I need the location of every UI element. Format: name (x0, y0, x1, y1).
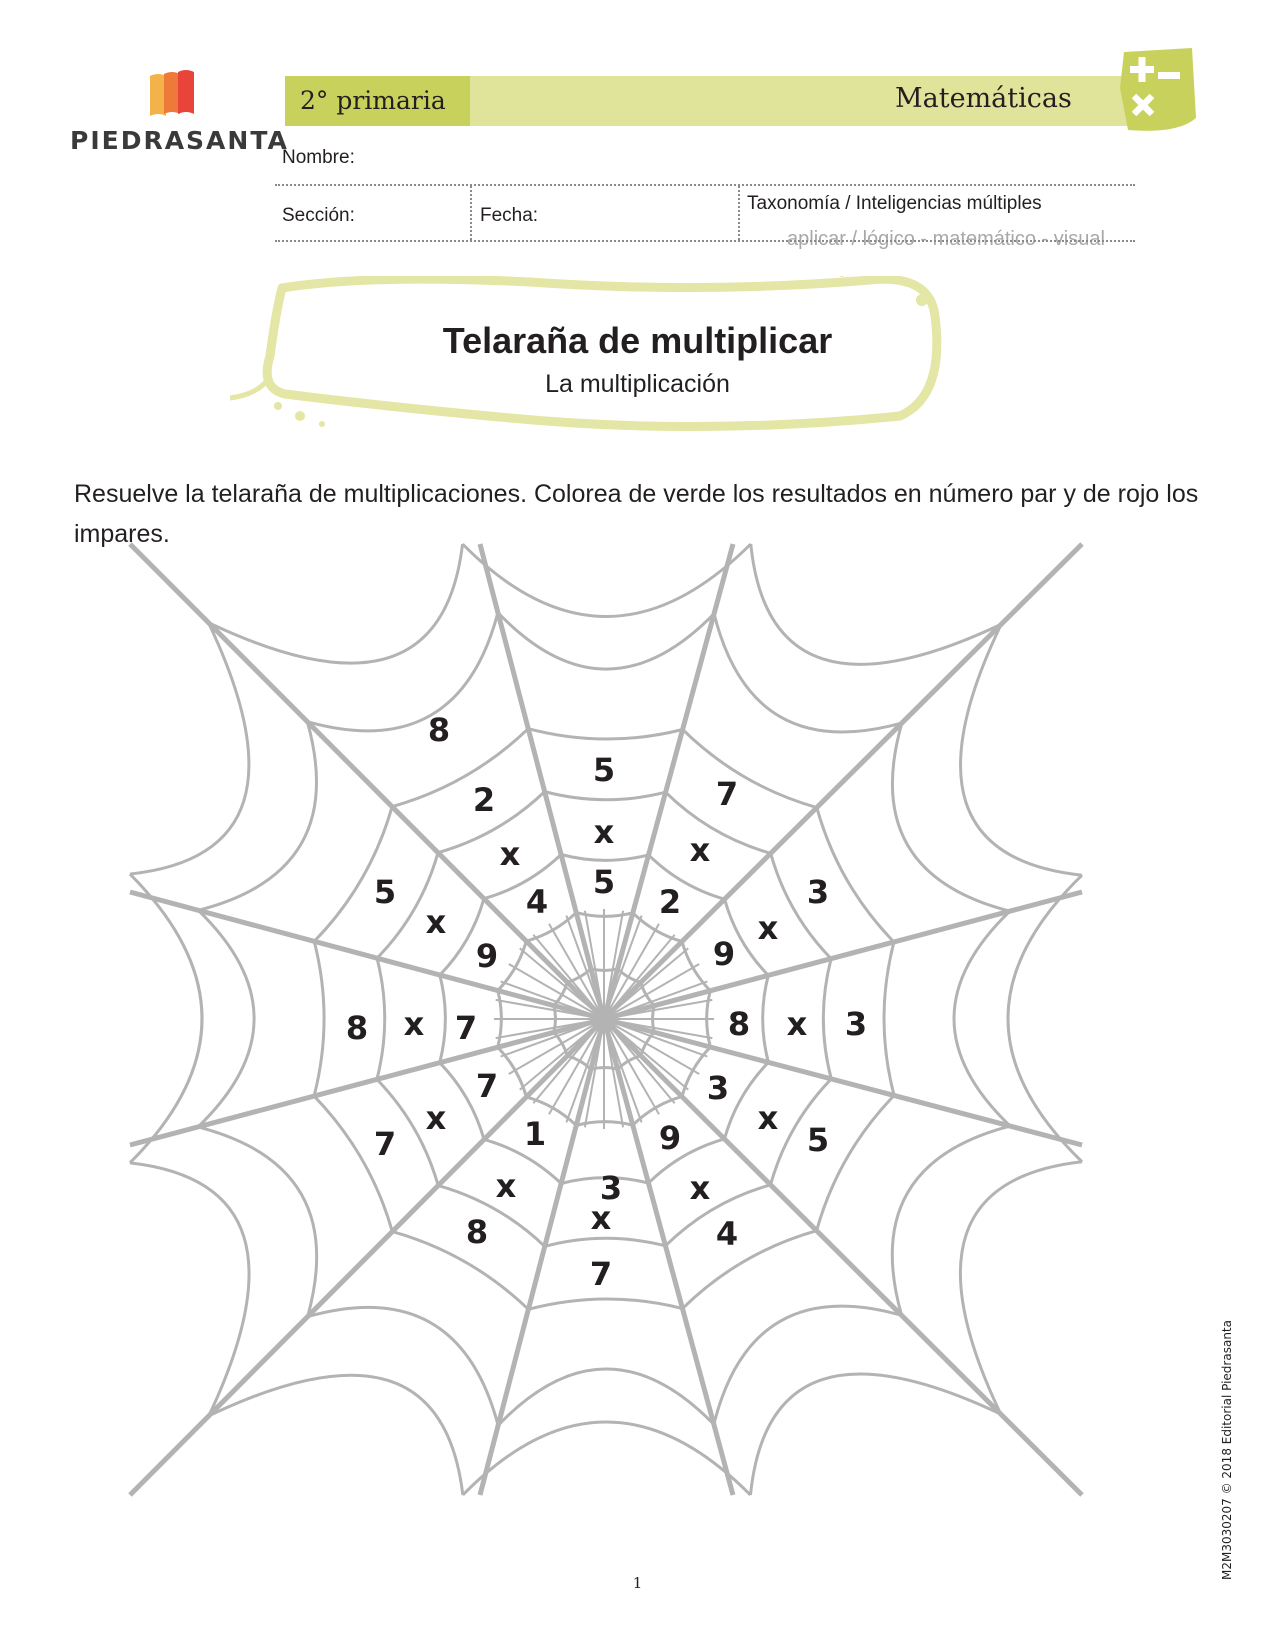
web-cell: 3 (844, 1005, 868, 1043)
web-cell: 2 (472, 781, 496, 819)
web-cell: 5 (592, 863, 616, 901)
web-cell: 8 (465, 1213, 489, 1251)
web-outer-arc (130, 623, 249, 874)
grade-label: 2° primaria (300, 86, 446, 115)
web-cell: 4 (525, 883, 549, 921)
web-cell: 5 (373, 873, 397, 911)
web-cell: 8 (345, 1009, 369, 1047)
publisher-name: PIEDRASANTA (70, 126, 289, 155)
taxonomy-values: aplicar / lógico - matemático - visual (787, 228, 1105, 250)
subject-label: Matemáticas (895, 83, 1072, 114)
web-cell: 7 (589, 1255, 613, 1293)
web-outer-arc (463, 544, 751, 617)
web-outer-arc (961, 624, 1082, 875)
web-outer-arc (130, 1163, 249, 1416)
activity-subtitle: La multiplicación (545, 370, 730, 398)
web-cell: 8 (427, 711, 451, 749)
date-label: Fecha: (480, 205, 539, 226)
web-outer-arc (751, 544, 1001, 664)
web-cell: x (495, 1167, 517, 1205)
web-cell: 7 (454, 1009, 478, 1047)
web-outer-arc (1008, 875, 1082, 1162)
web-outer-arc (463, 1422, 751, 1495)
web-main-thread (130, 1019, 604, 1495)
footer-code: M2M3030207 © 2018 Editorial Piedrasanta (1220, 1320, 1234, 1580)
page-number: 1 (632, 1574, 643, 1592)
web-cell: 2 (658, 883, 682, 921)
web-cell: 9 (658, 1119, 682, 1157)
web-outer-arc (750, 1374, 1000, 1495)
web-cell: 3 (599, 1169, 623, 1207)
web-main-thread (604, 544, 1082, 1019)
web-cell: x (689, 1169, 711, 1207)
web-cell: x (757, 909, 779, 947)
web-cell: x (499, 835, 521, 873)
web-cell: x (593, 813, 615, 851)
web-main-thread (604, 1019, 1082, 1495)
web-cell: 3 (706, 1069, 730, 1107)
web-cell: x (425, 1099, 447, 1137)
web-outer-arc (960, 1162, 1082, 1414)
web-cell: 1 (523, 1115, 547, 1153)
web-outer-arc (208, 544, 462, 663)
name-label: Nombre: (282, 147, 355, 168)
web-centre (598, 1013, 610, 1025)
web-cell: 9 (712, 935, 736, 973)
web-cell: 5 (806, 1121, 830, 1159)
activity-title: Telaraña de multiplicar (442, 320, 833, 361)
web-cell: x (786, 1005, 808, 1043)
web-cell: x (425, 903, 447, 941)
web-cell: x (590, 1199, 612, 1237)
web-cell: x (689, 831, 711, 869)
taxonomy-label: Taxonomía / Inteligencias múltiples (747, 193, 1042, 214)
web-cell: 7 (715, 775, 739, 813)
web-outer-arc (130, 874, 202, 1163)
web-cell: 7 (373, 1125, 397, 1163)
web-cell: 3 (806, 873, 830, 911)
web-cell: x (403, 1005, 425, 1043)
web-cell: 4 (715, 1215, 739, 1253)
web-cell: 9 (475, 937, 499, 975)
web-cell: 8 (727, 1005, 751, 1043)
web-cell: x (757, 1099, 779, 1137)
web-main-thread (130, 544, 604, 1019)
web-outer-arc (209, 1375, 463, 1495)
web-cell: 7 (475, 1067, 499, 1105)
section-label: Sección: (282, 205, 355, 226)
web-cell: 5 (592, 751, 616, 789)
instructions: Resuelve la telaraña de multiplicaciones. Colorea de verde los resultados en número par y de rojo los impares. (74, 480, 1199, 548)
